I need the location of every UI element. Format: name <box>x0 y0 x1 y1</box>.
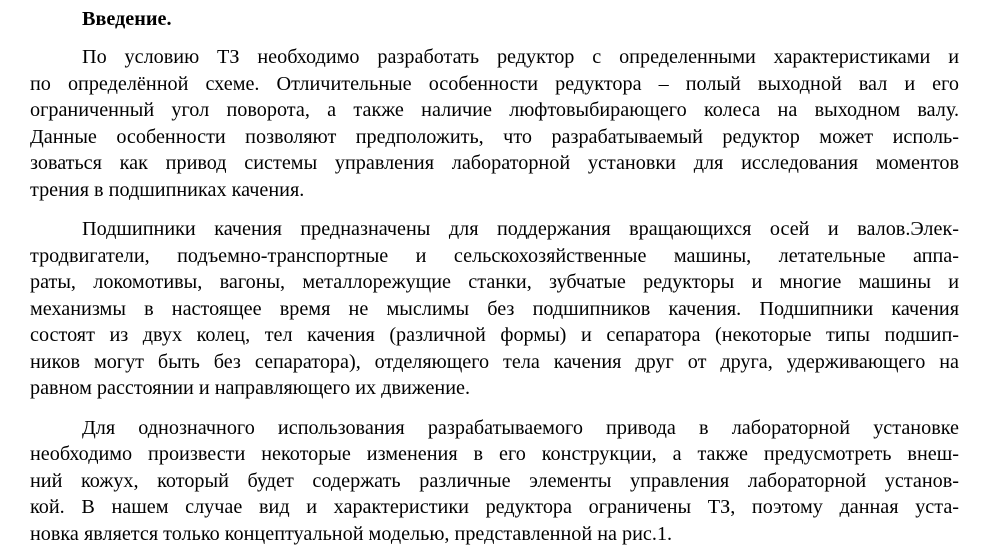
paragraph-line: Подшипники качения предназначены для поддержания вращающихся осей и валов.Элек- <box>30 216 959 243</box>
paragraph-line: кой. В нашем случае вид и характеристики редуктора ограничены ТЗ, поэтому данная уста- <box>30 494 959 521</box>
paragraph-line: По условию ТЗ необходимо разработать редуктор с определенными характеристиками и <box>30 44 959 71</box>
paragraph-intro <box>30 44 959 203</box>
paragraph-line: тродвигатели, подъемно-транспортные и сельскохозяйственные машины, летательные аппа- <box>30 243 959 270</box>
paragraph-line: Для однозначного использования разрабатываемого привода в лабораторной установке <box>30 415 959 442</box>
paragraph-line: равном расстоянии и направляющего их движение. <box>30 375 959 402</box>
paragraph-line: трения в подшипниках качения. <box>30 177 959 204</box>
paragraph-line: раты, локомотивы, вагоны, металлорежущие станки, зубчатые редукторы и многие машины и <box>30 269 959 296</box>
paragraph-line: состоят из двух колец, тел качения (различной формы) и сепаратора (некоторые типы подшип- <box>30 322 959 349</box>
paragraph-line: механизмы в настоящее время не мыслимы без подшипников качения. Подшипники качения <box>30 296 959 323</box>
paragraph-line: зоваться как привод системы управления лабораторной установки для исследования моментов <box>30 150 959 177</box>
paragraph-application <box>30 415 959 547</box>
paragraph-line: по определённой схеме. Отличительные особенности редуктора – полый выходной вал и его <box>30 71 959 98</box>
paragraph-line: ограниченный угол поворота, а также наличие люфтовыбирающего колеса на выходном валу. <box>30 97 959 124</box>
section-heading: Введение. <box>30 6 959 32</box>
paragraph-bearings <box>30 216 959 402</box>
paragraph-line: ний кожух, который будет содержать различные элементы управления лабораторной установ- <box>30 468 959 495</box>
paragraph-line: новка является только концептуальной моделью, представленной на рис.1. <box>30 521 959 547</box>
paragraph-line: Данные особенности позволяют предположить, что разрабатываемый редуктор может исполь- <box>30 124 959 151</box>
paragraph-line: ников могут быть без сепаратора), отделяющего тела качения друг от друга, удерживающего на <box>30 349 959 376</box>
paragraph-line: необходимо произвести некоторые изменения в его конструкции, а также предусмотреть внеш- <box>30 441 959 468</box>
